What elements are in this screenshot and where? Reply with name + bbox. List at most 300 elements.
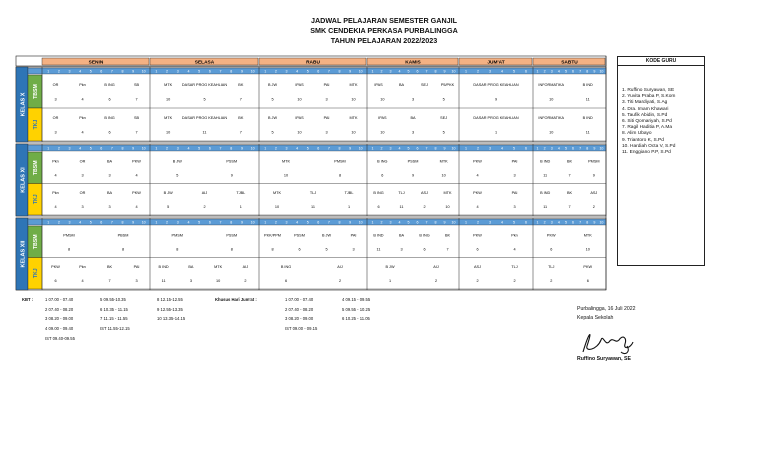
- teacher-code-cell: 11: [161, 279, 166, 284]
- subject-cell: B IND: [540, 159, 551, 164]
- period-number: 6: [416, 146, 419, 151]
- teacher-code-cell: 10: [166, 97, 171, 102]
- period-number: 4: [557, 146, 560, 151]
- period-number: 1: [465, 146, 467, 151]
- teacher-code-cell: 3: [54, 97, 57, 102]
- teacher-code-cell: 3: [411, 97, 415, 102]
- period-number: 2: [166, 69, 169, 74]
- period-number: 3: [489, 146, 491, 151]
- period-number: 8: [338, 220, 341, 225]
- teacher-code-cell: 4: [81, 97, 84, 102]
- teacher-code-cell: 3: [411, 130, 415, 135]
- kode-guru-item: 4. Dra. Imam Khawari: [622, 106, 669, 112]
- period-number: 1: [536, 146, 539, 151]
- period-number: 6: [208, 69, 211, 74]
- signature-role: Kepala Sekolah: [577, 315, 614, 321]
- subject-cell: BA: [398, 233, 405, 238]
- teacher-code-cell: 3: [325, 97, 328, 102]
- day-label: JUM'AT: [487, 60, 505, 66]
- subject-cell: DASAR PROG KEAHLIAN: [181, 115, 228, 120]
- period-number: 7: [110, 146, 113, 151]
- period-number: 3: [489, 220, 491, 225]
- subject-cell: MTK: [164, 82, 173, 87]
- group-label: TKJ: [33, 194, 39, 205]
- period-number: 9: [593, 69, 596, 74]
- subject-cell: PSSM: [226, 159, 238, 164]
- subject-cell: PSSM: [407, 159, 419, 164]
- subject-cell: MTK: [281, 159, 291, 164]
- time-slot: 2 07.40 - 08.20: [45, 306, 74, 312]
- subject-cell: PKW: [473, 233, 482, 238]
- time-slot: 6 10.25 - 11.05: [342, 316, 370, 322]
- period-number: 8: [121, 146, 124, 151]
- teacher-code-cell: 5: [271, 130, 274, 135]
- subject-cell: Pkn: [52, 190, 59, 195]
- class-block: [16, 218, 606, 290]
- period-number: 6: [572, 69, 575, 74]
- subject-cell: PAI: [350, 233, 357, 238]
- period-number: 7: [579, 220, 582, 225]
- teacher-code-cell: 5: [176, 173, 179, 178]
- time-slot: 5 09.55-10.35: [100, 297, 126, 302]
- period-number: 2: [166, 220, 169, 225]
- period-number: 8: [338, 146, 341, 151]
- time-slot: 5 09.55 - 10.25: [342, 306, 371, 312]
- kode-guru-item: 6. Siti Qomariyah, S.Pd: [622, 119, 672, 124]
- subject-cell: B ING: [104, 82, 115, 87]
- teacher-code-cell: 3: [108, 173, 111, 178]
- subject-cell: B IND: [540, 190, 551, 195]
- kode-guru-item: 1. Ruffino Suryawan, SE: [622, 88, 675, 93]
- period-number: 6: [317, 146, 320, 151]
- time-slot: 8 12.15-12.55: [157, 297, 183, 302]
- teacher-code-cell: 4: [81, 279, 84, 284]
- teacher-code-cell: 10: [297, 130, 302, 135]
- period-number: 9: [349, 69, 352, 74]
- period-number: 3: [389, 220, 392, 225]
- subject-cell: INFORMATIKA: [538, 115, 565, 120]
- period-number: 2: [166, 146, 169, 151]
- teacher-code-cell: 7: [568, 205, 571, 210]
- subject-cell: BA: [398, 82, 405, 87]
- teacher-code-cell: 7: [239, 130, 242, 135]
- teacher-code-cell: 11: [543, 205, 548, 210]
- group-label: TBSM: [33, 160, 39, 176]
- period-number: 1: [536, 69, 539, 74]
- subject-cell: TLJ: [548, 264, 555, 269]
- subject-cell: AIJ: [337, 264, 343, 269]
- subject-cell: PKW: [583, 264, 593, 269]
- period-number: 9: [443, 69, 446, 74]
- subject-cell: DASAR PROG KEAHLIAN: [181, 82, 228, 87]
- subject-cell: DASAR PROG KEAHLIAN: [473, 82, 519, 87]
- subject-cell: B JW: [385, 264, 395, 269]
- time-slot: 6 10.35 - 11.15: [100, 306, 128, 312]
- subject-cell: MTK: [349, 82, 358, 87]
- subject-cell: B JW: [267, 115, 278, 120]
- period-number: 9: [349, 146, 352, 151]
- period-number: 9: [240, 69, 243, 74]
- period-number: 6: [572, 220, 575, 225]
- period-number: 5: [407, 220, 410, 225]
- teacher-code-cell: 11: [376, 247, 381, 252]
- period-number: 2: [274, 220, 277, 225]
- period-number: 2: [380, 146, 383, 151]
- subject-cell: BA: [106, 159, 113, 164]
- teacher-code-cell: 9: [494, 97, 498, 102]
- subject-cell: Pkn: [511, 233, 518, 238]
- period-number: 2: [57, 69, 60, 74]
- teacher-code-cell: 3: [81, 173, 84, 178]
- subject-cell: PSSM: [226, 233, 238, 238]
- subject-cell: ASJ: [474, 264, 481, 269]
- teacher-code-cell: 4: [513, 247, 516, 252]
- signature-name: Ruffino Suryawan, SE: [577, 356, 631, 362]
- subject-cell: PKW: [132, 190, 141, 195]
- period-number: 3: [68, 146, 71, 151]
- teacher-code-cell: 5: [325, 247, 328, 252]
- teacher-code-cell: 6: [298, 247, 301, 252]
- teacher-code-cell: 2: [244, 279, 247, 284]
- day-label: SABTU: [561, 60, 578, 66]
- period-number: 9: [593, 146, 596, 151]
- teacher-code-cell: 4: [476, 173, 479, 178]
- subject-cell: MTK: [164, 115, 173, 120]
- period-number: 5: [513, 146, 515, 151]
- teacher-code-cell: 3: [325, 130, 328, 135]
- period-number: 9: [132, 220, 135, 225]
- teacher-code-cell: 4: [135, 205, 138, 210]
- period-number: 4: [501, 220, 503, 225]
- period-number: 10: [250, 69, 255, 74]
- subject-cell: IPAS: [295, 115, 304, 120]
- class-label: KELAS XI: [20, 167, 27, 193]
- subject-cell: BK: [566, 190, 573, 195]
- period-number: 5: [564, 69, 567, 74]
- period-number: 3: [389, 146, 392, 151]
- subject-cell: AIJ: [242, 264, 249, 269]
- period-number: 6: [208, 220, 211, 225]
- period-number: 9: [132, 146, 135, 151]
- period-number: 2: [477, 69, 479, 74]
- subject-cell: PKW: [473, 190, 482, 195]
- subject-cell: PMSM: [171, 233, 183, 238]
- subject-cell: TLJ: [511, 264, 518, 269]
- subject-cell: B IND: [373, 233, 384, 238]
- period-number: 1: [47, 220, 50, 225]
- teacher-code-cell: 11: [202, 130, 207, 135]
- teacher-code-cell: 6: [476, 247, 479, 252]
- teacher-code-cell: 6: [377, 205, 380, 210]
- period-number: 4: [79, 146, 82, 151]
- group-label: TKJ: [33, 119, 39, 130]
- period-number: 3: [176, 69, 179, 74]
- period-number: 4: [296, 220, 299, 225]
- class-label: KELAS XII: [20, 240, 27, 268]
- teacher-code-cell: 10: [441, 173, 446, 178]
- period-number: 2: [543, 69, 546, 74]
- subject-cell: B ING: [104, 115, 115, 120]
- kode-guru-item: 5. Taufik Abidin, S.Pd: [622, 112, 668, 118]
- period-number: 5: [306, 146, 309, 151]
- period-number: 8: [434, 146, 437, 151]
- teacher-code-cell: 10: [549, 130, 554, 135]
- period-number: 7: [219, 146, 222, 151]
- teacher-code-cell: 10: [585, 247, 590, 252]
- subject-cell: BA: [188, 264, 194, 269]
- class-block: [16, 67, 606, 142]
- teacher-code-cell: 3: [135, 279, 138, 284]
- subject-cell: AIJ: [433, 264, 439, 269]
- period-number: 8: [434, 69, 437, 74]
- kode-guru-item: 11. Enggiano P.P, S.Pd: [622, 150, 671, 155]
- teacher-code-cell: 2: [592, 205, 595, 210]
- subject-cell: PKW: [473, 159, 482, 164]
- teacher-code-cell: 6: [423, 247, 426, 252]
- subject-cell: IPAS: [295, 82, 304, 87]
- period-number: 6: [100, 146, 103, 151]
- period-number: 10: [141, 69, 146, 74]
- subject-cell: PAI: [323, 115, 330, 120]
- period-number: 1: [371, 146, 374, 151]
- kode-guru-title: KODE GURU: [617, 56, 705, 66]
- period-number: 8: [121, 220, 124, 225]
- subject-cell: TJBL: [344, 190, 354, 195]
- period-number: 1: [47, 146, 50, 151]
- period-number: 2: [274, 69, 277, 74]
- period-number: 9: [240, 146, 243, 151]
- period-number: 9: [240, 220, 243, 225]
- period-number: 2: [57, 220, 60, 225]
- subject-cell: MTK: [583, 233, 592, 238]
- period-number: 3: [550, 146, 553, 151]
- school-year: TAHUN PELAJARAN 2022/2023: [330, 36, 438, 45]
- subject-cell: B ING: [419, 233, 430, 238]
- period-number: 5: [89, 220, 92, 225]
- teacher-code-cell: 10: [380, 130, 385, 135]
- subject-cell: ASJ: [590, 190, 598, 195]
- time-slot: 3 08.20 - 09.00: [285, 316, 314, 322]
- jumat-label: Khusus Hari Jum'at :: [215, 297, 257, 302]
- group-label: TBSM: [33, 84, 39, 99]
- period-number: 1: [536, 220, 539, 225]
- subject-cell: PMSM: [63, 233, 75, 238]
- teacher-code-cell: 10: [216, 279, 221, 284]
- period-number: 3: [68, 220, 71, 225]
- period-number: 2: [477, 146, 479, 151]
- period-number: 3: [176, 146, 179, 151]
- period-number: 2: [477, 220, 479, 225]
- period-number: 6: [525, 220, 527, 225]
- period-number: 4: [79, 220, 82, 225]
- period-number: 3: [550, 69, 553, 74]
- period-number: 10: [599, 146, 604, 151]
- subject-cell: MTK: [439, 159, 448, 164]
- period-number: 5: [513, 69, 515, 74]
- teacher-code-cell: 2: [203, 205, 206, 210]
- time-slot: 1 07.00 - 07.40: [45, 297, 74, 302]
- subject-cell: TJBL: [236, 190, 246, 195]
- teacher-code-cell: 6: [108, 97, 111, 102]
- subject-cell: MTK: [443, 190, 452, 195]
- period-number: 4: [557, 220, 560, 225]
- period-number: 10: [599, 220, 604, 225]
- time-slot: 9 12.55-13.35: [157, 306, 183, 312]
- period-number: 6: [416, 220, 419, 225]
- period-number: 6: [317, 69, 320, 74]
- subject-cell: BK: [238, 115, 244, 120]
- teacher-code-cell: 9: [411, 173, 415, 178]
- period-number: 10: [358, 69, 363, 74]
- teacher-code-cell: 9: [592, 173, 595, 178]
- period-number: 8: [586, 69, 589, 74]
- teacher-code-cell: 5: [442, 130, 445, 135]
- period-number: 5: [198, 220, 201, 225]
- subject-cell: BK: [238, 82, 244, 87]
- kbm-ist1: IST 09.40-09.55: [45, 336, 75, 341]
- subject-cell: B ING: [377, 159, 388, 164]
- teacher-code-cell: 7: [135, 97, 138, 102]
- period-number: 4: [501, 69, 503, 74]
- period-number: 2: [274, 146, 277, 151]
- teacher-code-cell: 4: [135, 173, 138, 178]
- period-number: 6: [100, 69, 103, 74]
- period-number: 5: [407, 146, 410, 151]
- teacher-code-cell: 8: [121, 247, 125, 252]
- subject-cell: PAI: [133, 264, 140, 269]
- period-number: 5: [198, 146, 201, 151]
- teacher-code-cell: 6: [284, 279, 288, 284]
- period-number: 10: [451, 220, 456, 225]
- period-number: 3: [285, 69, 288, 74]
- period-number: 8: [586, 220, 589, 225]
- period-number: 7: [579, 69, 582, 74]
- period-number: 9: [443, 146, 446, 151]
- school-name: SMK CENDEKIA PERKASA PURBALINGGA: [310, 26, 458, 35]
- subject-cell: DASAR PROG KEAHLIAN: [473, 115, 519, 120]
- teacher-code-cell: 8: [176, 247, 179, 252]
- period-number: 3: [389, 69, 392, 74]
- teacher-code-cell: 1: [239, 205, 242, 210]
- subject-cell: SEJ: [421, 82, 428, 87]
- subject-cell: MTK: [349, 115, 358, 120]
- period-number: 5: [564, 220, 567, 225]
- period-number: 10: [358, 146, 363, 151]
- period-number: 1: [47, 69, 50, 74]
- group-label: TBSM: [33, 234, 39, 250]
- teacher-code-cell: 5: [203, 97, 206, 102]
- teacher-code-cell: 8: [230, 247, 233, 252]
- teacher-code-cell: 4: [54, 205, 57, 210]
- teacher-code-cell: 4: [54, 173, 57, 178]
- period-number: 7: [110, 69, 113, 74]
- teacher-code-cell: 8: [271, 247, 274, 252]
- teacher-code-cell: 9: [230, 173, 233, 178]
- period-number: 3: [176, 220, 179, 225]
- teacher-code-cell: 1: [347, 205, 351, 210]
- period-number: 1: [465, 220, 467, 225]
- teacher-code-cell: 6: [108, 130, 111, 135]
- subject-cell: Pkn: [79, 82, 86, 87]
- teacher-code-cell: 10: [351, 97, 356, 102]
- time-slot: 1 07.00 - 07.40: [285, 297, 314, 302]
- time-slot: 4 09.00 - 09.40: [45, 325, 74, 331]
- period-number: 6: [525, 69, 527, 74]
- period-number: 7: [327, 146, 330, 151]
- day-label: SELASA: [194, 60, 215, 66]
- period-number: 7: [425, 69, 428, 74]
- kbm-label: KBT :: [22, 297, 34, 302]
- subject-cell: OR: [79, 159, 86, 164]
- teacher-code-cell: 1: [388, 279, 392, 284]
- period-number: 1: [371, 69, 374, 74]
- period-number: 10: [141, 220, 146, 225]
- kode-guru-item: 2. Yuvita Praba P, S.Kom: [622, 94, 676, 100]
- period-number: 7: [579, 146, 582, 151]
- period-number: 5: [306, 69, 309, 74]
- teacher-code-cell: 10: [283, 173, 289, 178]
- period-number: 9: [132, 69, 135, 74]
- time-slot: IST 11.55-12.15: [100, 325, 130, 331]
- period-number: 4: [398, 146, 401, 151]
- teacher-code-cell: 5: [271, 97, 274, 102]
- teacher-code-cell: 6: [550, 247, 553, 252]
- subject-cell: OR: [52, 82, 59, 87]
- subject-cell: TLJ: [309, 190, 317, 195]
- subject-cell: MTK: [272, 190, 282, 195]
- period-number: 1: [264, 220, 267, 225]
- period-number: 8: [586, 146, 589, 151]
- period-number: 1: [371, 220, 374, 225]
- subject-cell: BK: [566, 159, 573, 164]
- subject-cell: PKK/PPM: [264, 233, 281, 238]
- period-number: 6: [208, 146, 211, 151]
- period-number: 7: [219, 220, 222, 225]
- period-number: 7: [219, 69, 222, 74]
- period-number: 7: [327, 69, 330, 74]
- teacher-code-cell: 8: [338, 173, 342, 178]
- period-number: 9: [349, 220, 352, 225]
- kode-guru-item: 3. Titi Mardiyati, S.Ag: [622, 100, 668, 106]
- subject-cell: IPAS: [378, 115, 387, 120]
- subject-cell: MTK: [214, 264, 223, 269]
- subject-cell: OR: [52, 115, 59, 120]
- schedule-title: JADWAL PELAJARAN SEMESTER GANJIL: [310, 16, 458, 25]
- teacher-code-cell: 10: [445, 205, 450, 210]
- period-number: 3: [489, 69, 491, 74]
- time-slot: 4 09.15 - 09.55: [342, 297, 371, 302]
- subject-cell: P5/PKK: [440, 82, 455, 87]
- subject-cell: SB: [133, 82, 140, 87]
- teacher-code-cell: 3: [513, 205, 516, 210]
- subject-cell: B JW: [172, 159, 182, 164]
- teacher-code-cell: 7: [239, 97, 242, 102]
- subject-cell: PKW: [546, 233, 556, 238]
- period-number: 1: [155, 220, 158, 225]
- period-number: 7: [327, 220, 330, 225]
- period-number: 6: [525, 146, 527, 151]
- teacher-code-cell: 7: [568, 173, 571, 178]
- teacher-code-cell: 6: [54, 279, 57, 284]
- period-number: 6: [416, 69, 419, 74]
- teacher-code-cell: 10: [351, 130, 356, 135]
- period-number: 7: [425, 146, 428, 151]
- subject-cell: BK: [106, 264, 113, 269]
- subject-cell: B JW: [321, 233, 332, 238]
- group-label: TKJ: [33, 268, 39, 279]
- period-number: 1: [264, 146, 267, 151]
- period-number: 8: [434, 220, 437, 225]
